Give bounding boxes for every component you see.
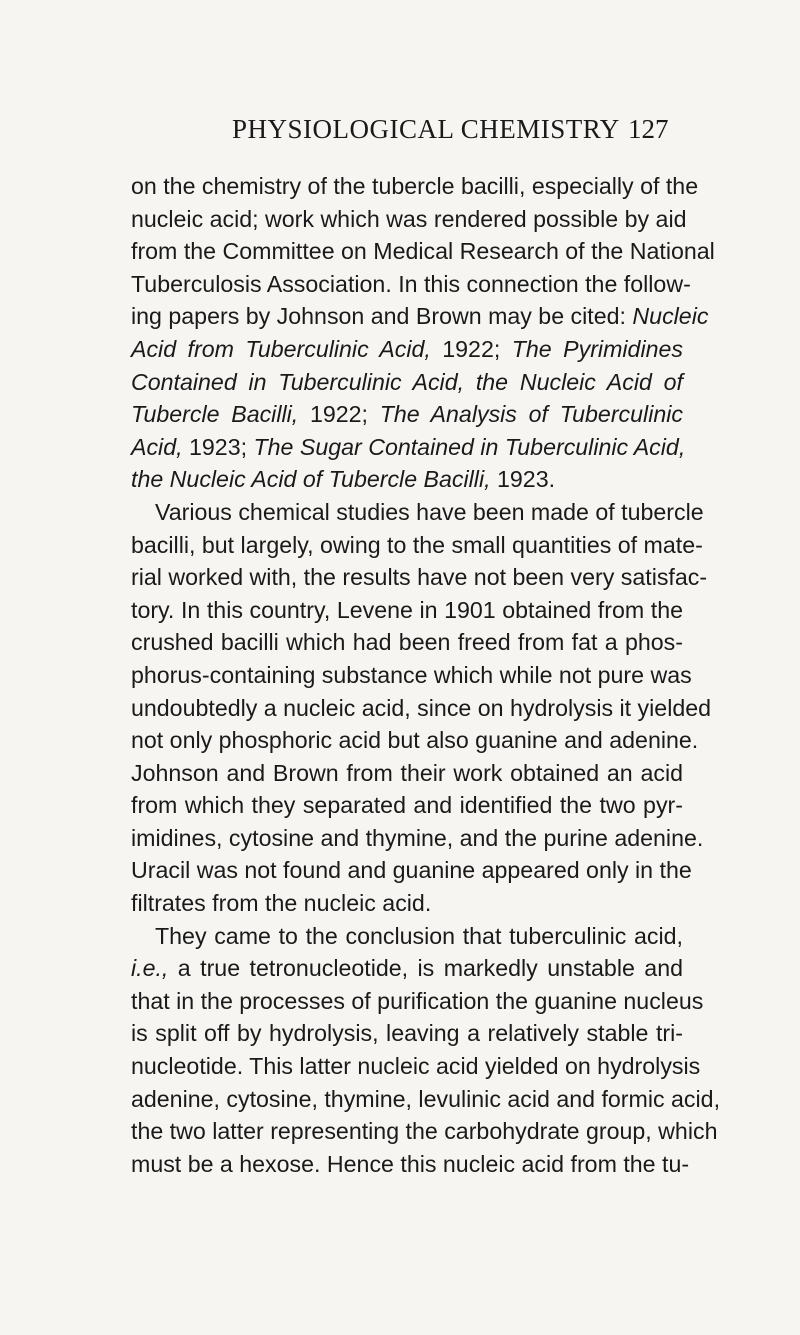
text-line bbox=[131, 300, 709, 333]
text-segment: Various chemical studies have been made of tubercle bbox=[155, 498, 704, 525]
text-line bbox=[131, 659, 692, 692]
text-line bbox=[131, 692, 712, 725]
text-segment: the two latter representing the carbohydrate group, which bbox=[131, 1118, 718, 1145]
text-line bbox=[131, 431, 686, 464]
text-segment: 1923. bbox=[490, 466, 556, 493]
text-segment: adenine, cytosine, thymine, levulinic acid and formic acid, bbox=[131, 1085, 721, 1112]
italic-text: Acid, bbox=[131, 433, 183, 460]
italic-text: Nucleic bbox=[632, 303, 709, 330]
text-line bbox=[131, 1083, 721, 1116]
text-segment: ing papers by Johnson and Brown may be cited: bbox=[131, 303, 633, 330]
text-segment: must be a hexose. Hence this nucleic acid from the tu- bbox=[131, 1150, 690, 1177]
text-segment: bacilli, but largely, owing to the small quantities of mate- bbox=[131, 531, 703, 558]
text-line bbox=[131, 952, 683, 985]
text-line bbox=[131, 1115, 718, 1148]
text-line bbox=[131, 887, 683, 920]
text-segment: They came to the conclusion that tuberculinic acid, bbox=[155, 922, 683, 949]
text-line bbox=[131, 985, 704, 1018]
text-segment: nucleic acid; work which was rendered possible by aid bbox=[131, 205, 687, 232]
page-header bbox=[0, 114, 800, 154]
text-line bbox=[131, 170, 699, 203]
body-text bbox=[131, 170, 721, 1180]
text-segment: 1923; bbox=[182, 433, 254, 460]
text-line bbox=[131, 235, 715, 268]
italic-text: Tubercle Bacilli, bbox=[131, 401, 299, 428]
italic-text: i.e., bbox=[131, 955, 169, 982]
text-segment: rial worked with, the results have not been very satisfac- bbox=[131, 564, 708, 591]
italic-text: the Nucleic Acid of Tubercle Bacilli, bbox=[131, 466, 491, 493]
text-segment: nucleotide. This latter nucleic acid yielded on hydrolysis bbox=[131, 1053, 701, 1080]
text-segment: a true tetronucleotide, is markedly unstable and bbox=[168, 955, 683, 982]
text-segment: Johnson and Brown from their work obtained an acid bbox=[131, 759, 683, 786]
italic-text: The Pyrimidines bbox=[511, 335, 683, 362]
text-line bbox=[131, 268, 691, 301]
text-line bbox=[131, 366, 683, 399]
text-line bbox=[131, 333, 683, 366]
text-line bbox=[131, 496, 704, 529]
text-line bbox=[131, 626, 683, 659]
page-number: 127 bbox=[628, 114, 669, 144]
italic-text: Contained in Tuberculinic Acid, the Nucleic Acid of bbox=[131, 368, 683, 395]
italic-text: The Analysis of Tuberculinic bbox=[379, 401, 683, 428]
text-segment: crushed bacilli which had been freed from fat a phos- bbox=[131, 629, 683, 656]
text-line bbox=[131, 463, 683, 496]
text-segment: phorus-containing substance which while not pure was bbox=[131, 661, 692, 688]
text-segment: from which they separated and identified the two pyr- bbox=[131, 792, 683, 819]
text-line bbox=[131, 1050, 701, 1083]
text-line bbox=[131, 529, 703, 562]
text-line bbox=[131, 594, 683, 627]
italic-text: The Sugar Contained in Tuberculinic Acid, bbox=[253, 433, 686, 460]
running-head: PHYSIOLOGICAL CHEMISTRY bbox=[232, 114, 620, 144]
text-segment: that in the processes of purification the guanine nucleus bbox=[131, 987, 704, 1014]
text-line bbox=[131, 1148, 690, 1181]
text-line bbox=[131, 1017, 683, 1050]
text-line bbox=[131, 822, 704, 855]
text-line bbox=[131, 203, 687, 236]
text-segment: undoubtedly a nucleic acid, since on hydrolysis it yielded bbox=[131, 694, 712, 721]
italic-text: Acid from Tuberculinic Acid, bbox=[131, 335, 431, 362]
text-line bbox=[131, 789, 683, 822]
text-segment: filtrates from the nucleic acid. bbox=[131, 890, 432, 917]
text-segment: Uracil was not found and guanine appeared only in the bbox=[131, 857, 692, 884]
text-line bbox=[131, 920, 683, 953]
text-line bbox=[131, 398, 683, 431]
text-segment: from the Committee on Medical Research of the National bbox=[131, 238, 715, 265]
text-line bbox=[131, 757, 683, 790]
text-segment: tory. In this country, Levene in 1901 obtained from the bbox=[131, 596, 683, 623]
text-segment: not only phosphoric acid but also guanine and adenine. bbox=[131, 727, 699, 754]
text-segment: is split off by hydrolysis, leaving a relatively stable tri- bbox=[131, 1020, 683, 1047]
text-segment: Tuberculosis Association. In this connection the follow- bbox=[131, 270, 691, 297]
text-line bbox=[131, 854, 692, 887]
text-segment: on the chemistry of the tubercle bacilli, especially of the bbox=[131, 173, 699, 199]
text-line bbox=[131, 561, 708, 594]
text-segment: 1922; bbox=[298, 401, 380, 428]
text-line bbox=[131, 724, 699, 757]
text-segment: 1922; bbox=[430, 335, 512, 362]
text-segment: imidines, cytosine and thymine, and the purine adenine. bbox=[131, 824, 704, 851]
